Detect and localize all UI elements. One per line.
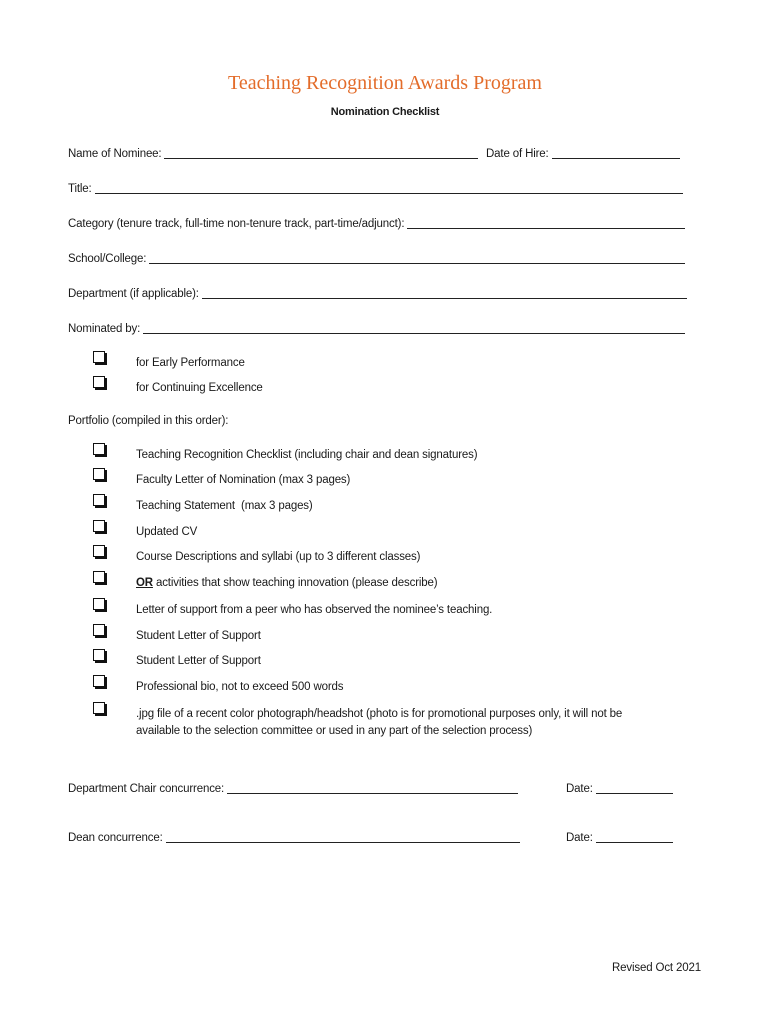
headshot-photo-checkbox[interactable] xyxy=(93,702,105,714)
peer-letter-checkbox[interactable] xyxy=(93,598,105,610)
chair-concurrence-field[interactable] xyxy=(227,782,518,794)
portfolio-item-student-letter-1 xyxy=(93,628,693,644)
revision-note: Revised Oct 2021 xyxy=(611,962,701,974)
chair-date-label: Date: xyxy=(566,783,593,795)
portfolio-item-faculty-letter-of-nomination xyxy=(93,472,693,488)
dean-concurrence-field[interactable] xyxy=(166,831,520,843)
portfolio-item-peer-letter xyxy=(93,602,693,618)
title-label: Title: xyxy=(68,183,92,195)
portfolio-item-teaching-innovation xyxy=(93,575,693,591)
professional-bio-checkbox[interactable] xyxy=(93,675,105,687)
dean-date-label: Date: xyxy=(566,832,593,844)
teaching-innovation-text: activities that show teaching innovation (please describe) xyxy=(155,577,438,589)
portfolio-item-label: Professional bio, not to exceed 500 words xyxy=(136,681,344,693)
category-field[interactable] xyxy=(407,217,685,229)
student-letter-2-checkbox[interactable] xyxy=(93,649,105,661)
portfolio-item-label-continued: available to the selection committee or used in any part of the selection process) xyxy=(136,725,533,737)
course-descriptions-checkbox[interactable] xyxy=(93,545,105,557)
portfolio-item-label: .jpg file of a recent color photograph/headshot (photo is for promotional purposes only, it will not be xyxy=(136,708,623,720)
department-label: Department (if applicable): xyxy=(68,288,199,300)
chair-date-field[interactable] xyxy=(596,782,673,794)
portfolio-item-label xyxy=(136,575,437,591)
portfolio-item-course-descriptions xyxy=(93,549,693,565)
faculty-letter-of-nomination-checkbox[interactable] xyxy=(93,468,105,480)
student-letter-1-checkbox[interactable] xyxy=(93,624,105,636)
document-subtitle: Nomination Checklist xyxy=(330,106,440,118)
continuing-excellence-checkbox[interactable] xyxy=(93,376,105,388)
award-option-continuing-excellence xyxy=(93,380,693,396)
category-row xyxy=(68,215,685,231)
date-of-hire-row xyxy=(486,145,680,161)
nominee-name-row xyxy=(68,145,478,161)
document-title: Teaching Recognition Awards Program xyxy=(228,72,542,94)
dean-date-row xyxy=(566,829,673,845)
nominee-name-field[interactable] xyxy=(164,147,478,159)
nominated-by-label: Nominated by: xyxy=(68,323,141,335)
portfolio-item-student-letter-2 xyxy=(93,653,693,669)
portfolio-heading: Portfolio (compiled in this order): xyxy=(68,415,229,427)
chair-concurrence-label: Department Chair concurrence: xyxy=(68,783,225,795)
nominated-by-row xyxy=(68,320,685,336)
chair-concurrence-row xyxy=(68,780,518,796)
portfolio-item-headshot-photo xyxy=(93,706,693,740)
dean-concurrence-row xyxy=(68,829,520,845)
portfolio-item-label: Updated CV xyxy=(136,526,198,538)
updated-cv-checkbox[interactable] xyxy=(93,520,105,532)
early-performance-checkbox[interactable] xyxy=(93,351,105,363)
teaching-innovation-checkbox[interactable] xyxy=(93,571,105,583)
portfolio-item-label: Student Letter of Support xyxy=(136,630,261,642)
department-row xyxy=(68,285,687,301)
portfolio-item-teaching-statement xyxy=(93,498,693,514)
portfolio-item-label: Course Descriptions and syllabi (up to 3 different classes) xyxy=(136,551,421,563)
nominee-name-label: Name of Nominee: xyxy=(68,148,162,160)
or-emphasis: OR xyxy=(136,577,153,589)
school-college-label: School/College: xyxy=(68,253,147,265)
early-performance-label: for Early Performance xyxy=(136,357,245,369)
portfolio-item-label: Student Letter of Support xyxy=(136,655,261,667)
title-row xyxy=(68,180,683,196)
award-option-early-performance xyxy=(93,355,693,371)
continuing-excellence-label: for Continuing Excellence xyxy=(136,382,263,394)
nominated-by-field[interactable] xyxy=(143,322,685,334)
date-of-hire-field[interactable] xyxy=(552,147,680,159)
category-label: Category (tenure track, full-time non-tenure track, part-time/adjunct): xyxy=(68,218,405,230)
portfolio-item-updated-cv xyxy=(93,524,693,540)
portfolio-item-label: Faculty Letter of Nomination (max 3 pages) xyxy=(136,474,351,486)
title-field[interactable] xyxy=(95,182,683,194)
school-college-row xyxy=(68,250,685,266)
chair-date-row xyxy=(566,780,673,796)
dean-date-field[interactable] xyxy=(596,831,673,843)
dean-concurrence-label: Dean concurrence: xyxy=(68,832,163,844)
portfolio-item-label: Teaching Statement (max 3 pages) xyxy=(136,500,313,512)
portfolio-item-label: Teaching Recognition Checklist (including chair and dean signatures) xyxy=(136,449,478,461)
department-field[interactable] xyxy=(202,287,687,299)
school-college-field[interactable] xyxy=(149,252,685,264)
portfolio-item-professional-bio xyxy=(93,679,693,695)
portfolio-item-label: Letter of support from a peer who has observed the nominee’s teaching. xyxy=(136,604,493,616)
teaching-recognition-checklist-checkbox[interactable] xyxy=(93,443,105,455)
teaching-statement-checkbox[interactable] xyxy=(93,494,105,506)
portfolio-item-teaching-recognition-checklist xyxy=(93,447,693,463)
date-of-hire-label: Date of Hire: xyxy=(486,148,549,160)
